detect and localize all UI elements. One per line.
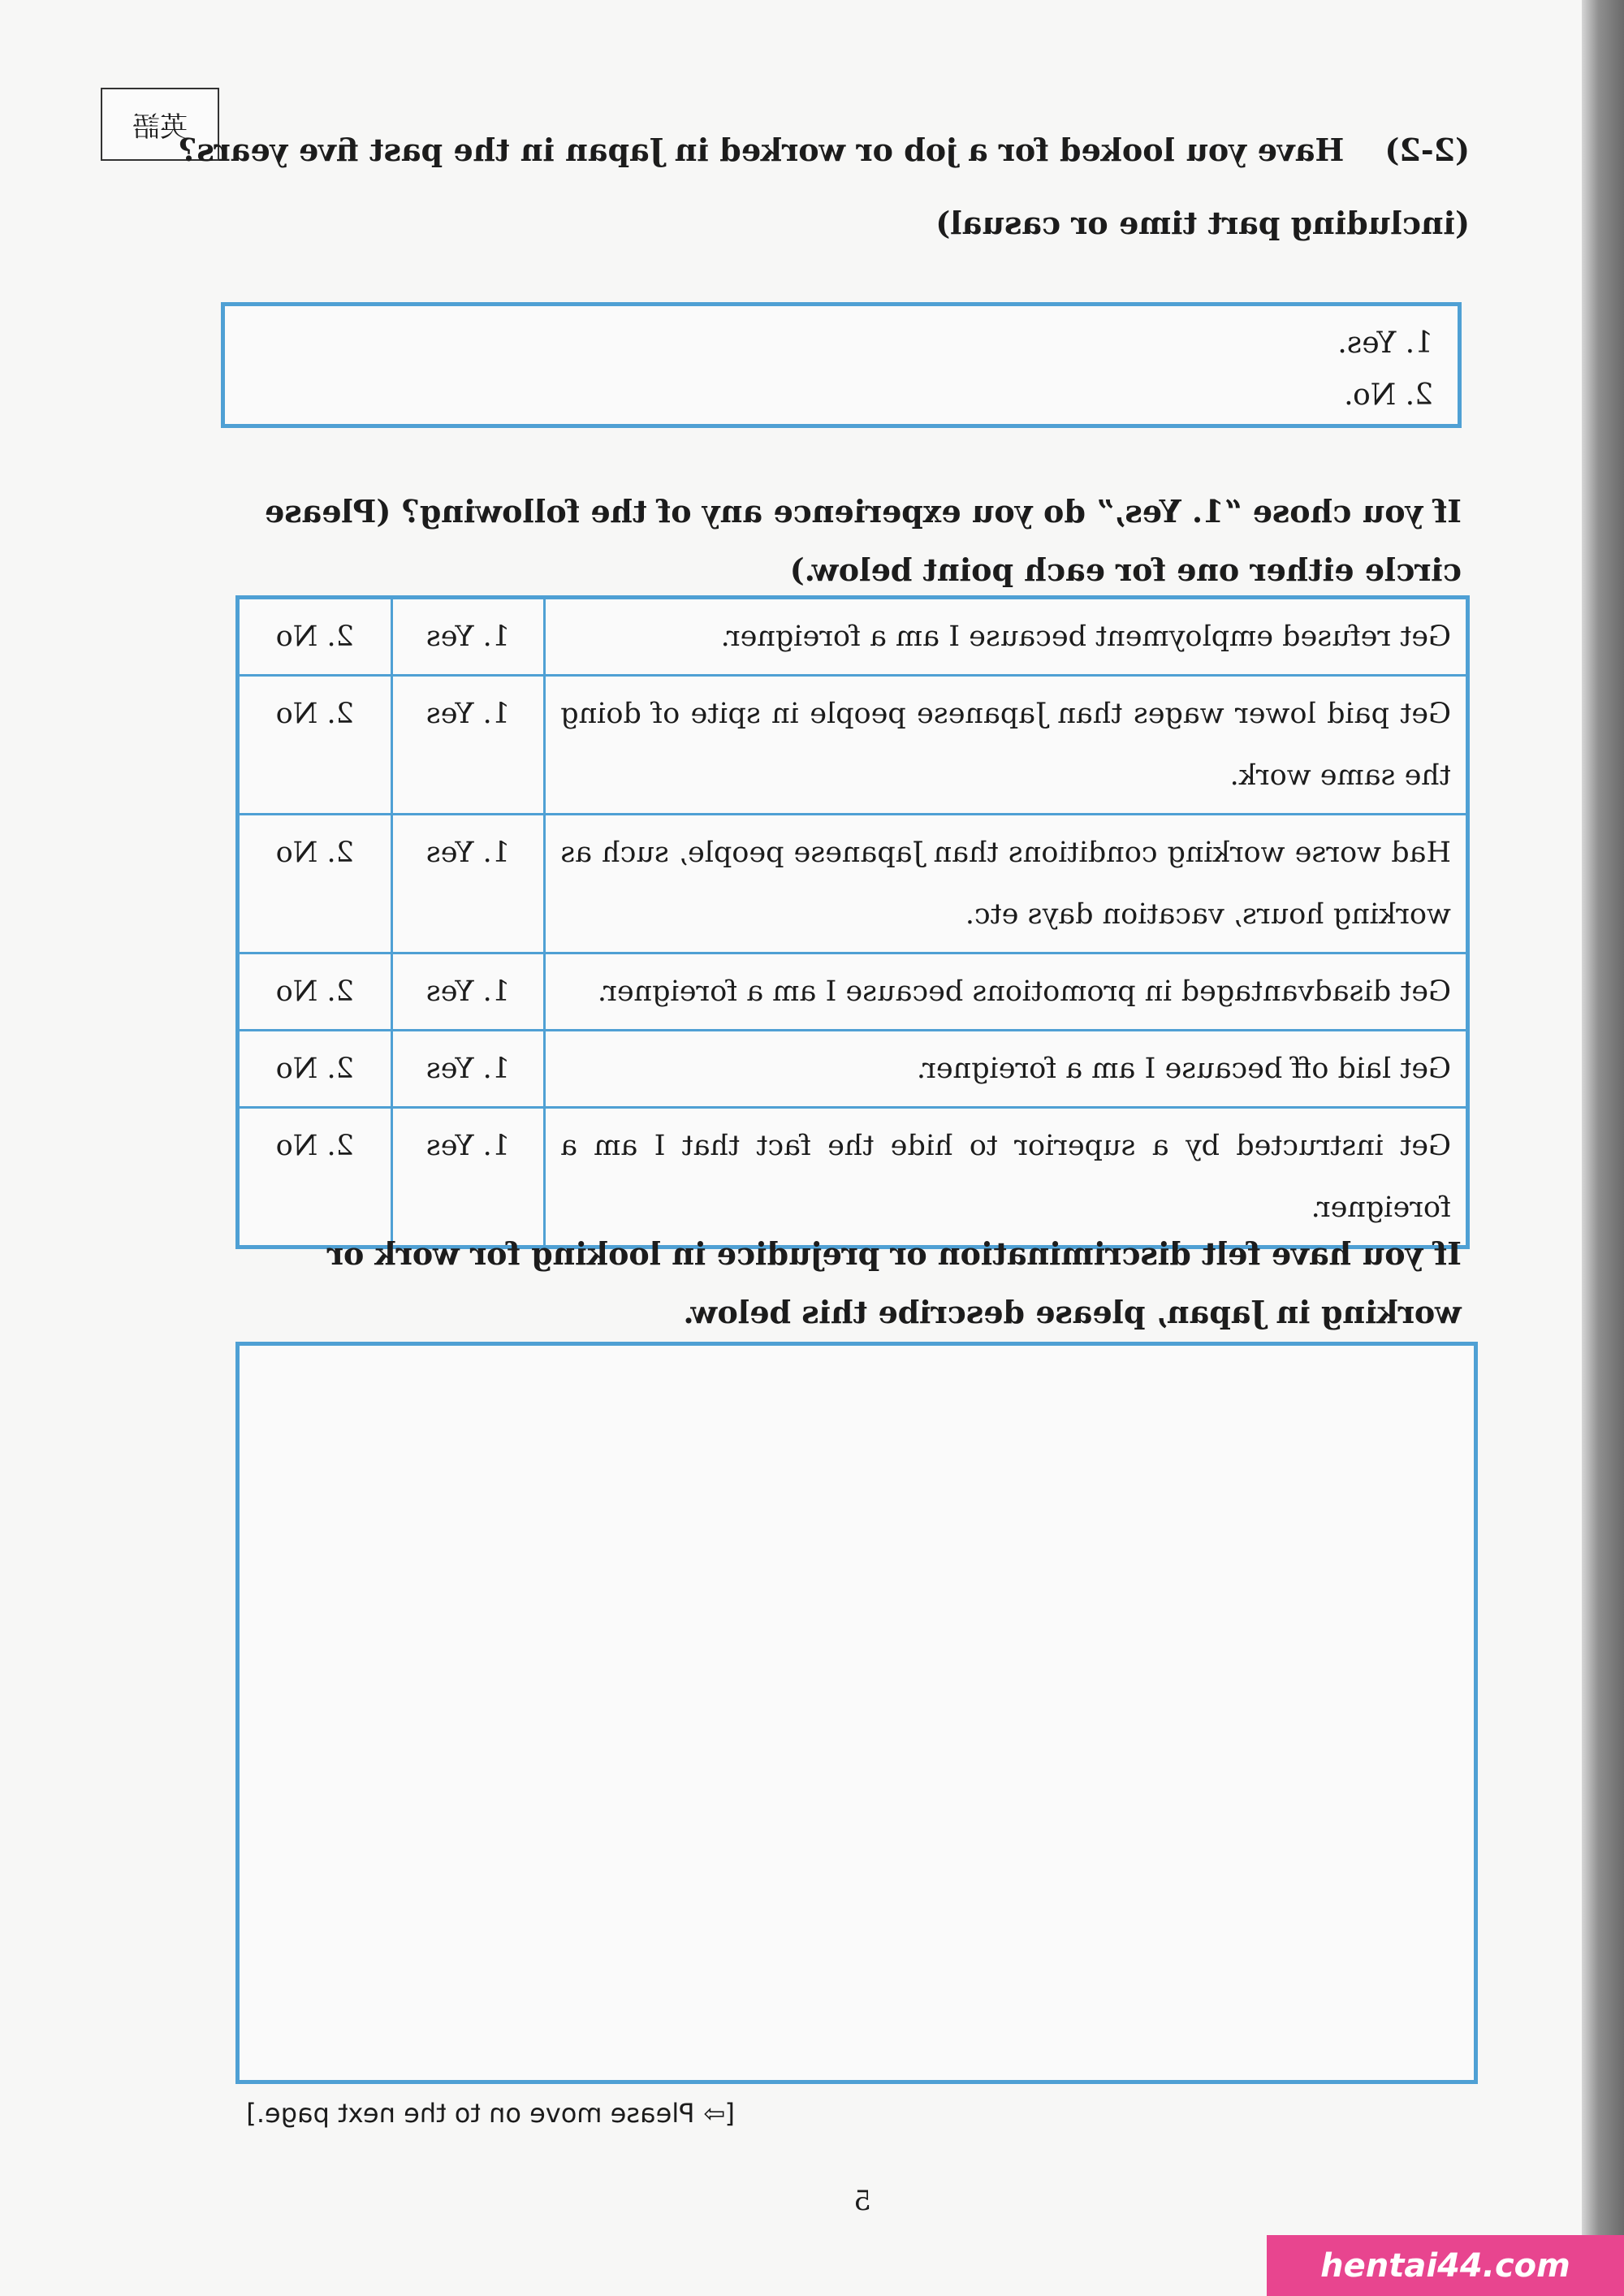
table-row [238, 1031, 1468, 1108]
followup-instruction: If you chose “1. Yes,” do you experience any of the following? (Please circle either one for each point below.) [264, 493, 1462, 588]
row-no-option[interactable]: 2. No [238, 953, 392, 1031]
language-tag: 英語 [101, 88, 219, 161]
comment-textarea[interactable] [235, 1342, 1478, 2084]
experience-table [235, 595, 1470, 1249]
question-text: Have you looked for a job or worked in Japan in the past five years? [179, 132, 1345, 168]
row-yes-option[interactable]: 1. Yes [391, 676, 545, 815]
row-statement: Had worse working conditions than Japanese people, such as working hours, vacation days etc. [545, 815, 1468, 953]
watermark-logo: hentai44.com [1267, 2235, 1624, 2296]
row-yes-option[interactable]: 1. Yes [391, 1108, 545, 1247]
table-row [238, 953, 1468, 1031]
row-statement: Get instructed by a superior to hide the fact that I am a foreigner. [545, 1108, 1468, 1247]
page-number: 5 [853, 2185, 871, 2217]
row-no-option[interactable]: 2. No [238, 598, 392, 676]
row-no-option[interactable]: 2. No [238, 815, 392, 953]
table-row [238, 676, 1468, 815]
row-yes-option[interactable]: 1. Yes [391, 1031, 545, 1108]
row-statement: Get refused employment because I am a foreigner. [545, 598, 1468, 676]
row-no-option[interactable]: 2. No [238, 1031, 392, 1108]
table-row [238, 598, 1468, 676]
row-statement: Get laid off because I am a foreigner. [545, 1031, 1468, 1108]
table-row [238, 815, 1468, 953]
row-statement: Get disadvantaged in promotions because I am a foreigner. [545, 953, 1468, 1031]
row-yes-option[interactable]: 1. Yes [391, 953, 545, 1031]
row-no-option[interactable]: 2. No [238, 676, 392, 815]
answer-options-box [221, 302, 1462, 428]
row-statement: Get paid lower wages than Japanese people in spite of doing the same work. [545, 676, 1468, 815]
row-no-option[interactable]: 2. No [238, 1108, 392, 1247]
question-number: (2-2) [1384, 132, 1470, 168]
page-edge-shadow [1582, 0, 1624, 2296]
next-page-note: [⇨ Please move on to the next page.] [246, 2098, 735, 2129]
row-yes-option[interactable]: 1. Yes [391, 815, 545, 953]
row-yes-option[interactable]: 1. Yes [391, 598, 545, 676]
question-title [179, 114, 1470, 260]
option-yes[interactable]: 1. Yes. [1337, 326, 1433, 360]
discrimination-instruction: If you have felt discrimination or prejudice in looking for work or working in Japan, please describe this below. [326, 1235, 1462, 1330]
question-subtext: (including part time or casual) [935, 205, 1470, 241]
option-no[interactable]: 2. No. [1344, 378, 1433, 412]
